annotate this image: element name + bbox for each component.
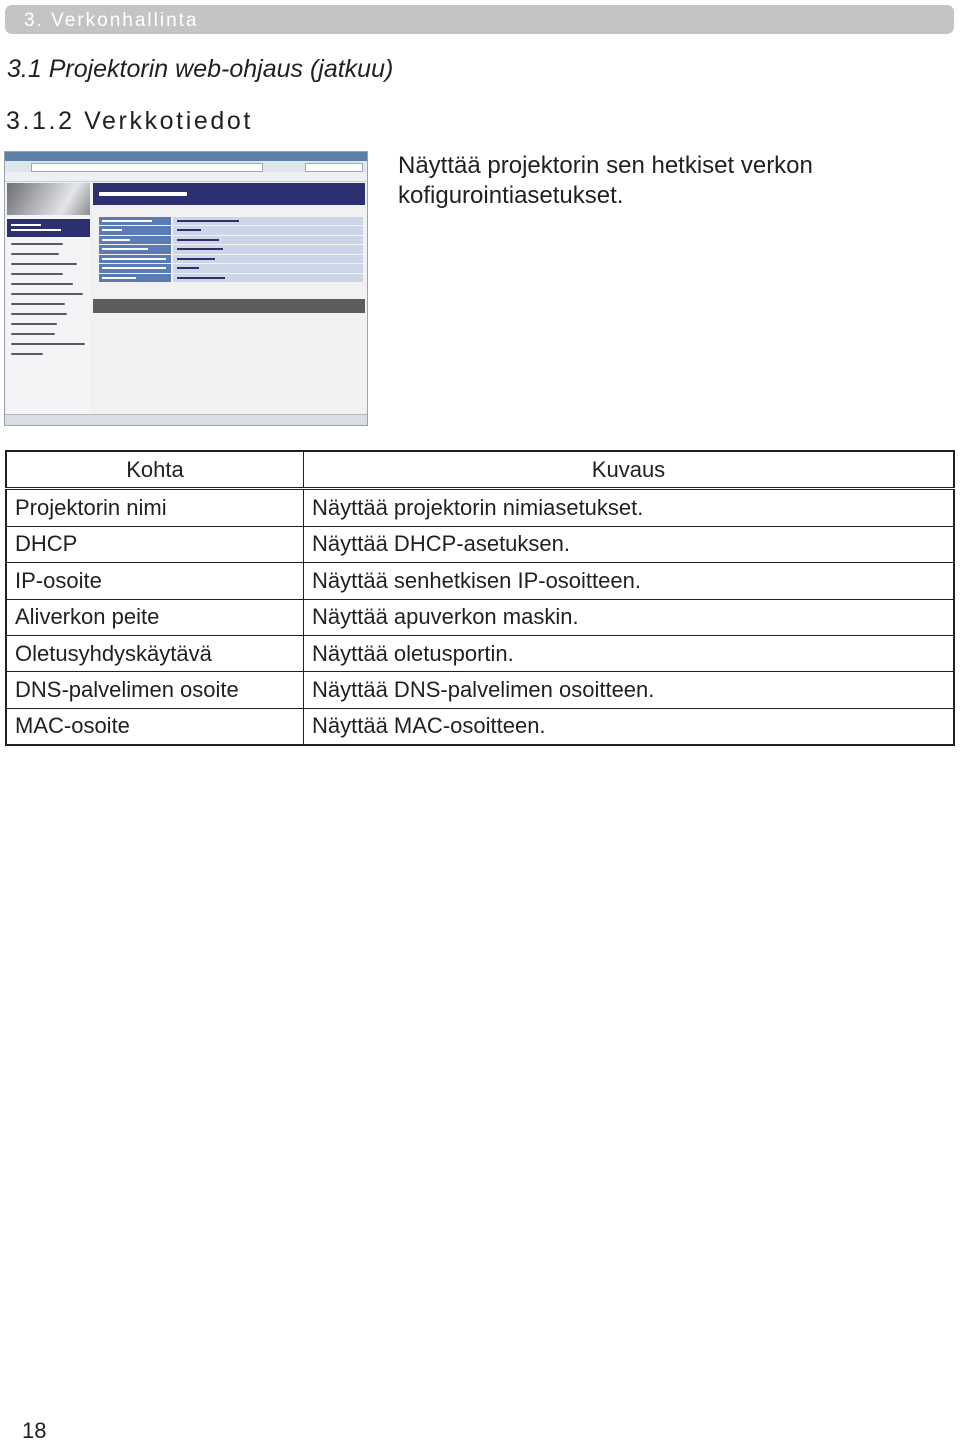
description-cell: Näyttää DNS-palvelimen osoitteen. [304, 672, 955, 708]
browser-toolbar [5, 172, 367, 182]
item-cell: DNS-palvelimen osoite [6, 672, 304, 708]
item-cell: Oletusyhdyskäytävä [6, 635, 304, 671]
projector-logo-image [7, 183, 90, 215]
item-cell: Aliverkon peite [6, 599, 304, 635]
screenshot-info-table [99, 216, 363, 283]
screenshot-page-header [93, 183, 365, 205]
screenshot-footer-bar [93, 299, 365, 313]
description-cell: Näyttää MAC-osoitteen. [304, 708, 955, 745]
table-row [6, 526, 954, 562]
section-title: 3.1 Projektorin web-ohjaus (jatkuu) [7, 55, 394, 83]
screenshot-side-menu [7, 215, 90, 415]
table-row [6, 563, 954, 599]
table-header-row [6, 451, 954, 489]
table-row [6, 635, 954, 671]
description-cell: Näyttää senhetkisen IP-osoitteen. [304, 563, 955, 599]
description-cell: Näyttää oletusportin. [304, 635, 955, 671]
chapter-title: 3. Verkonhallinta [24, 10, 199, 31]
network-info-screenshot [4, 151, 368, 426]
item-cell: Projektorin nimi [6, 489, 304, 526]
items-table [5, 450, 955, 746]
browser-address-bar [5, 161, 367, 172]
browser-status-bar [5, 414, 367, 426]
table-row [6, 672, 954, 708]
description-cell: Näyttää apuverkon maskin. [304, 599, 955, 635]
column-header-description: Kuvaus [304, 451, 955, 489]
subsection-title: 3.1.2 Verkkotiedot [6, 107, 253, 135]
item-cell: IP-osoite [6, 563, 304, 599]
table-row [6, 708, 954, 745]
item-cell: DHCP [6, 526, 304, 562]
page-number: 18 [22, 1418, 47, 1443]
chapter-header-bar [5, 5, 954, 34]
table-row [6, 489, 954, 526]
browser-titlebar [5, 152, 367, 161]
description-cell: Näyttää projektorin nimiasetukset. [304, 489, 955, 526]
intro-text: Näyttää projektorin sen hetkiset verkon kofigurointiasetukset. [398, 152, 813, 209]
column-header-item: Kohta [6, 451, 304, 489]
description-cell: Näyttää DHCP-asetuksen. [304, 526, 955, 562]
table-row [6, 599, 954, 635]
item-cell: MAC-osoite [6, 708, 304, 745]
